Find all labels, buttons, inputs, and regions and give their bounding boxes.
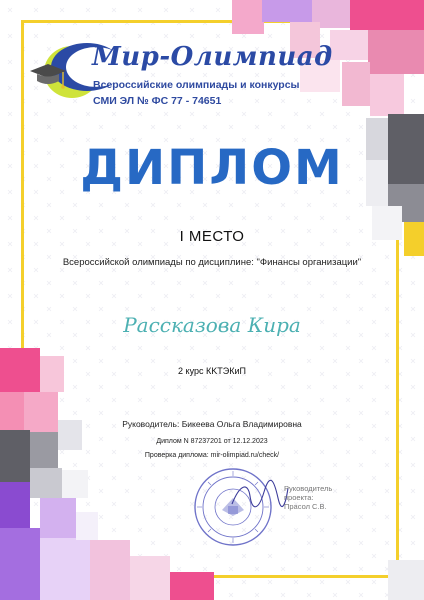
signature-label-line3: Прасол С.В. <box>284 502 327 511</box>
signature-label-line1: Руководитель <box>284 484 333 493</box>
logo-subtitle: Всероссийские олимпиады и конкурсы <box>93 79 300 91</box>
recipient-name: Рассказова Кира <box>123 313 301 337</box>
logo-registration: СМИ ЭЛ № ФС 77 - 74651 <box>93 95 222 107</box>
diploma-number: Диплом N 87237201 от 12.12.2023 <box>156 438 268 445</box>
signature-label-line2: проекта: <box>284 493 314 502</box>
place-text: I МЕСТО <box>179 228 245 245</box>
diploma-title: ДИПЛОМ <box>80 140 344 196</box>
discipline-text: Всероссийской олимпиады по дисциплине: "Финансы организации" <box>62 257 362 268</box>
logo-title: Мир-Олимпиад <box>92 42 333 72</box>
signature <box>230 478 290 514</box>
signature-label <box>284 484 354 511</box>
leader-text: Руководитель: Бикеева Ольга Владимировна <box>122 419 302 429</box>
check-text: Проверка диплома: mir-olimpiad.ru/check/ <box>144 452 280 459</box>
course-text: 2 курс КKТЭКиП <box>178 366 246 376</box>
